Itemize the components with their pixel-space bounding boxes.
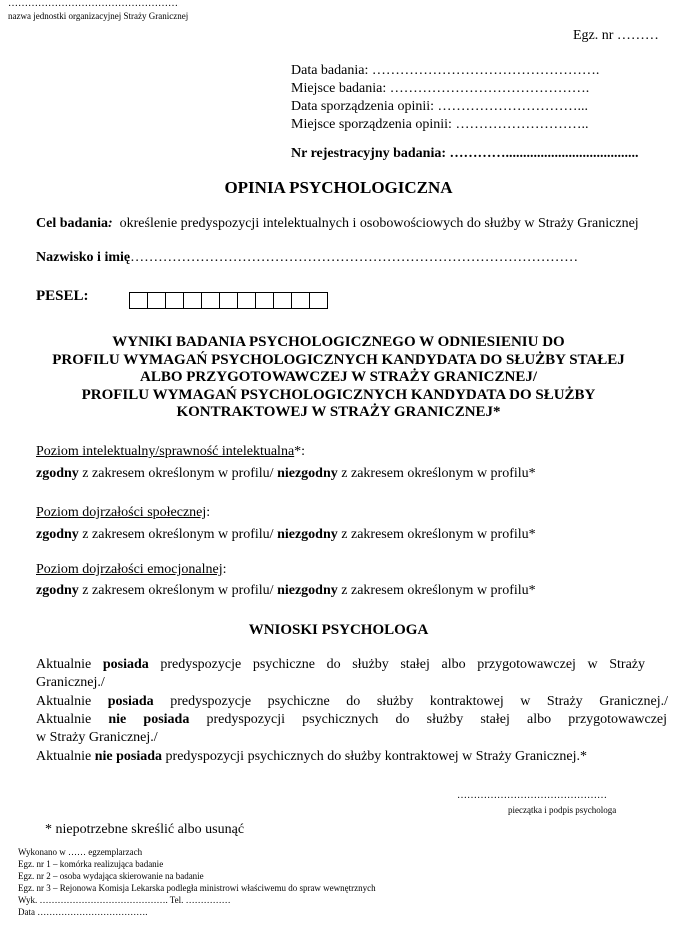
registration-number-line: Nr rejestracyjny badania: …………...................................... [291,146,639,161]
pesel-digit-cell[interactable] [273,292,292,309]
pesel-digit-cell[interactable] [309,292,328,309]
conclusion-line[interactable]: w Straży Granicznej./ [36,730,158,745]
results-heading-line: ALBO PRZYGOTOWAWCZEJ W STRAŻY GRANICZNEJ/ [139,369,538,385]
opinion-date-line: Data sporządzenia opinii: …………………………... [291,99,589,114]
pesel-digit-cell[interactable] [201,292,220,309]
purpose-label: Cel badania [36,216,108,231]
results-heading-line: KONTRAKTOWEJ W STRAŻY GRANICZNEJ* [176,404,501,420]
purpose-colon: : [107,216,113,231]
pesel-digit-cell[interactable] [165,292,184,309]
pesel-digit-cell[interactable] [291,292,310,309]
conclusion-line[interactable]: Aktualnie posiada predyspozycje psychiczne do służby kontraktowej w Straży Granicznej./ [36,694,669,709]
copy-number: Egz. nr ……… [573,28,659,43]
conclusion-line[interactable]: Aktualnie nie posiada predyspozycji psychicznych do służby kontraktowej w Straży Granicznej.* [36,749,587,764]
document-title: OPINIA PSYCHOLOGICZNA [224,178,453,197]
footer-copy-1: Egz. nr 1 – komórka realizująca badanie [18,859,164,869]
conclusion-line[interactable]: Granicznej./ [36,675,105,690]
name-dots: …………………………………………………………………………………… [130,250,579,265]
results-heading-line: PROFILU WYMAGAŃ PSYCHOLOGICZNYCH KANDYDATA DO SŁUŻBY STAŁEJ [52,351,625,368]
pesel-digit-cell[interactable] [183,292,202,309]
signature-caption: pieczątka i podpis psychologa [508,805,617,815]
unit-name-dots: …………………………………………… [8,0,178,9]
results-heading-line: PROFILU WYMAGAŃ PSYCHOLOGICZNYCH KANDYDATA DO SŁUŻBY [81,386,596,403]
results-heading [20,334,657,422]
footer-copy-3: Egz. nr 3 – Rejonowa Komisja Lekarska podległa ministrowi właściwemu do spraw wewnętrznych [18,883,376,893]
pesel-grid[interactable] [129,292,327,309]
name-line [36,250,578,266]
pesel-digit-cell[interactable] [129,292,148,309]
footnote: * niepotrzebne skreślić albo usunąć [45,822,245,837]
conclusions-heading: WNIOSKI PSYCHOLOGA [248,622,429,638]
pesel-digit-cell[interactable] [255,292,274,309]
purpose-text: określenie predyspozycji intelektualnych i osobowościowych do służby w Straży Granicznej [119,216,639,231]
footer-date: Data ………………………………. [18,907,148,917]
unit-name-caption: nazwa jednostki organizacyjnej Straży Granicznej [8,11,189,21]
footer-made-in: Wykonano w …… egzemplarzach [18,847,143,857]
results-heading-line: WYNIKI BADANIA PSYCHOLOGICZNEGO W ODNIESIENIU DO [112,334,565,350]
pesel-digit-cell[interactable] [237,292,256,309]
exam-place-line: Miejsce badania: ……………………………………. [291,81,590,96]
footer-executed: Wyk. ……………………………………. Tel. …………… [18,895,231,905]
conclusion-line[interactable]: Aktualnie posiada predyspozycje psychiczne do służby stałej albo przygotowawczej w Straży [36,657,646,672]
name-label: Nazwisko i imię [36,250,131,265]
assessment-intellectual-result[interactable]: zgodny z zakresem określonym w profilu/ niezgodny z zakresem określonym w profilu* [36,466,536,481]
opinion-place-line: Miejsce sporządzenia opinii: ……………………….. [291,117,589,132]
conclusion-line[interactable]: Aktualnie nie posiada predyspozycji psychicznych do służby stałej albo przygotowawczej [36,712,668,727]
exam-date-line: Data badania: …………………………………………. [291,63,600,78]
pesel-digit-cell[interactable] [219,292,238,309]
pesel-digit-cell[interactable] [147,292,166,309]
assessment-intellectual-label: Poziom intelektualny/sprawność intelektualna*: [36,444,306,459]
signature-dots: ……………………………………… [457,790,607,801]
assessment-emotional-result[interactable]: zgodny z zakresem określonym w profilu/ niezgodny z zakresem określonym w profilu* [36,583,536,598]
assessment-social-result[interactable]: zgodny z zakresem określonym w profilu/ niezgodny z zakresem określonym w profilu* [36,527,536,542]
assessment-emotional-label: Poziom dojrzałości emocjonalnej: [36,562,227,577]
pesel-label: PESEL: [36,288,89,304]
footer-copy-2: Egz. nr 2 – osoba wydająca skierowanie na badanie [18,871,204,881]
purpose-line [36,216,639,232]
assessment-social-label: Poziom dojrzałości społecznej: [36,505,211,520]
